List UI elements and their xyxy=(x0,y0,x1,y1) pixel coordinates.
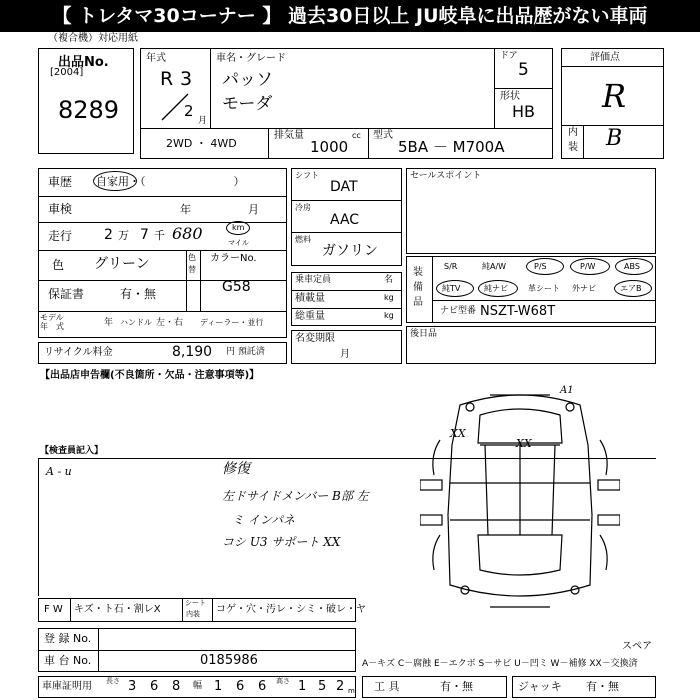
equip-tv: 純TV xyxy=(442,284,461,293)
dealer-label: ディーラー・並行 xyxy=(200,318,264,327)
width-0: 1 xyxy=(214,679,223,694)
displacement-value: 1000 xyxy=(310,138,349,156)
color-value: グリーン xyxy=(94,256,150,272)
length-label: 長さ xyxy=(106,677,120,685)
pw-circle xyxy=(570,258,610,275)
height-0: 1 xyxy=(298,679,307,694)
type-label: 型式 xyxy=(373,130,393,141)
inspector-label: 【検査員記入】 xyxy=(40,446,104,456)
chassis-label: 車 台 No. xyxy=(44,654,92,667)
shaken-year-unit: 年 xyxy=(180,203,191,216)
lot-label: 出品No. xyxy=(58,55,109,70)
equipment-label-3: 品 xyxy=(413,297,423,308)
dimensions-label: 車庫証明用 xyxy=(42,681,92,692)
height-1: 5 xyxy=(318,679,327,694)
chassis-value: 0185986 xyxy=(200,653,258,668)
capacity-label-1: 積載量 xyxy=(295,293,325,304)
fw-label: F W xyxy=(44,604,63,615)
recycle-label: リサイクル料金 xyxy=(44,347,113,358)
history-label: 車歴 xyxy=(48,175,73,189)
inspector-left-note: A - u xyxy=(46,465,72,478)
inspector-note-0: 修復 xyxy=(222,461,250,477)
ps-circle xyxy=(526,258,564,275)
tools-label: 工 具 xyxy=(374,680,400,693)
equip-sr: S/R xyxy=(444,262,458,271)
height-2: 2 xyxy=(336,679,345,694)
equipment-label-1: 装 xyxy=(413,267,423,278)
declaration-label: 【出品店申告欄(不良箇所・欠品・注意事項等)】 xyxy=(40,370,260,381)
length-0: 3 xyxy=(128,679,137,694)
model-year-label: モデル 年 式 xyxy=(40,313,64,331)
width-1: 6 xyxy=(236,679,245,694)
shaken-label: 車検 xyxy=(48,202,73,216)
shift-label: シフト xyxy=(295,171,319,180)
history-circle xyxy=(93,171,137,191)
airbag-circle xyxy=(614,280,652,297)
registration-label: 登 録 No. xyxy=(44,632,92,645)
name-change-month: 月 xyxy=(340,349,350,360)
recycle-unit: 円 預託済 xyxy=(226,347,265,357)
aircon-label: 冷房 xyxy=(295,203,311,212)
length-1: 6 xyxy=(150,679,159,694)
equip-ext-navi: 外ナビ xyxy=(572,284,596,293)
shift-value: DAT xyxy=(330,179,358,195)
navi-model-label: ナビ型番 xyxy=(440,306,477,316)
color-label: 色 xyxy=(52,258,65,272)
doors-label: ドア xyxy=(500,51,518,61)
color-small-1: 色 xyxy=(188,253,196,262)
fw-items: キズ・ト石・割レX xyxy=(74,604,161,615)
displacement-label: 排気量 xyxy=(274,130,304,141)
equip-pw: P/W xyxy=(580,262,596,271)
displacement-unit: cc xyxy=(352,131,361,140)
model-year-unit: 年 xyxy=(104,318,114,328)
fuel-value: ガソリン xyxy=(322,243,378,259)
year-value: 3 xyxy=(180,68,193,90)
inspector-note-1: 左ドサイドメンバー B部 左 xyxy=(222,489,369,503)
car-model: パッソ xyxy=(222,70,273,90)
handle-label: ハンドル xyxy=(120,318,152,327)
name-label: 車名・グレード xyxy=(216,53,286,64)
car-grade: モーダ xyxy=(222,94,273,114)
doors-value: 5 xyxy=(518,60,529,80)
mileage-mile: マイル xyxy=(228,239,249,247)
color-code-label: カラーNo. xyxy=(210,253,257,264)
inspector-note-2: ミ インパネ xyxy=(232,513,295,527)
shape-value: HB xyxy=(512,102,536,121)
mileage-label: 走行 xyxy=(48,229,73,243)
name-change-label: 名変期限 xyxy=(295,333,335,344)
damage-legend: A－キズ C－腐蝕 E－エクボ S－サビ U－凹ミ W－補修 XX－交換済 xyxy=(362,659,638,669)
recycle-value: 8,190 xyxy=(172,344,213,360)
color-small-2: 替 xyxy=(188,265,196,274)
equip-ps: P/S xyxy=(534,262,547,271)
interior-label-2: 装 xyxy=(568,142,578,153)
handle-value: 左・右 xyxy=(156,318,184,328)
lot-number: 8289 xyxy=(58,96,120,124)
year-label: 年式 xyxy=(146,53,166,64)
jack-label: ジャッキ xyxy=(518,680,562,693)
mileage-sen: 7 xyxy=(140,227,149,243)
seat-label-1: シート xyxy=(185,599,206,607)
diagram-mark-1: XX xyxy=(516,437,532,450)
mileage-man-unit: 万 xyxy=(118,229,129,242)
capacity-unit-0: 名 xyxy=(384,275,394,285)
capacity-unit-1: kg xyxy=(384,293,394,302)
interior-value: B xyxy=(606,126,623,151)
drive-type: 2WD ・ 4WD xyxy=(166,137,237,150)
equip-leather: 革シート xyxy=(528,284,560,293)
inspector-note-3: コシ U3 サポート XX xyxy=(222,535,341,549)
height-label: 高さ xyxy=(276,677,290,685)
year-month: 2 xyxy=(184,102,194,120)
score-label: 評価点 xyxy=(590,52,620,63)
equip-abs: ABS xyxy=(624,262,640,271)
navi-circle xyxy=(478,280,518,297)
score-value: R xyxy=(602,77,627,115)
year-era: R xyxy=(160,68,174,90)
mileage-sen-unit: 千 xyxy=(154,229,165,242)
navi-model: NSZT-W68T xyxy=(480,304,556,319)
lot-year: [2004] xyxy=(50,67,84,78)
color-code: G58 xyxy=(222,279,251,295)
shape-label: 形状 xyxy=(500,91,520,102)
dimension-unit: m xyxy=(348,687,355,695)
banner: 【 トレタマ30コーナー 】 過去30日以上 JU岐阜に出品歴がない車両 xyxy=(0,0,700,32)
capacity-label-0: 乗車定員 xyxy=(295,275,332,285)
fuel-label: 燃料 xyxy=(295,235,311,244)
width-2: 6 xyxy=(258,679,267,694)
mileage-km: km xyxy=(232,223,245,232)
type-value: 5BA － M700A xyxy=(398,138,505,156)
width-label: 幅 xyxy=(193,681,203,691)
history-options: 自家用・（ ） xyxy=(96,175,245,188)
equip-navi: 純ナビ xyxy=(484,284,508,293)
seat-label-2: 内装 xyxy=(186,610,200,618)
equip-airbag: エアB xyxy=(620,284,642,293)
year-month-unit: 月 xyxy=(198,116,208,126)
interior-label-1: 内 xyxy=(568,127,578,138)
km-circle xyxy=(226,221,250,235)
equipment-label-2: 備 xyxy=(413,282,423,293)
warranty-label: 保証書 xyxy=(48,287,85,301)
length-2: 8 xyxy=(172,679,181,694)
capacity-unit-2: kg xyxy=(384,311,394,320)
tools-value: 有・無 xyxy=(440,680,473,693)
diagram-mark-2: A1 xyxy=(560,385,574,396)
top-note: （複合機）対応用紙 xyxy=(48,33,138,44)
capacity-label-2: 総重量 xyxy=(295,311,325,322)
spare-label: スペア xyxy=(622,641,652,652)
aircon-value: AAC xyxy=(330,212,360,228)
mileage-handwritten: 680 xyxy=(172,224,203,243)
seat-items: コゲ・穴・汚レ・シミ・破レ・ヤ xyxy=(216,604,366,615)
after-fitted-label: 後日品 xyxy=(410,329,438,339)
jack-value: 有・無 xyxy=(586,680,619,693)
warranty-value: 有・無 xyxy=(120,287,157,301)
diagram-mark-0: XX xyxy=(450,427,466,440)
car-diagram xyxy=(420,385,620,620)
shaken-month-unit: 月 xyxy=(248,203,259,216)
after-fitted-box xyxy=(406,326,656,364)
abs-circle xyxy=(615,258,653,275)
equip-aw: 純A/W xyxy=(482,262,507,271)
mileage-man: 2 xyxy=(104,227,113,243)
tv-circle xyxy=(436,280,474,297)
sales-point-label: セールスポイント xyxy=(410,171,482,181)
